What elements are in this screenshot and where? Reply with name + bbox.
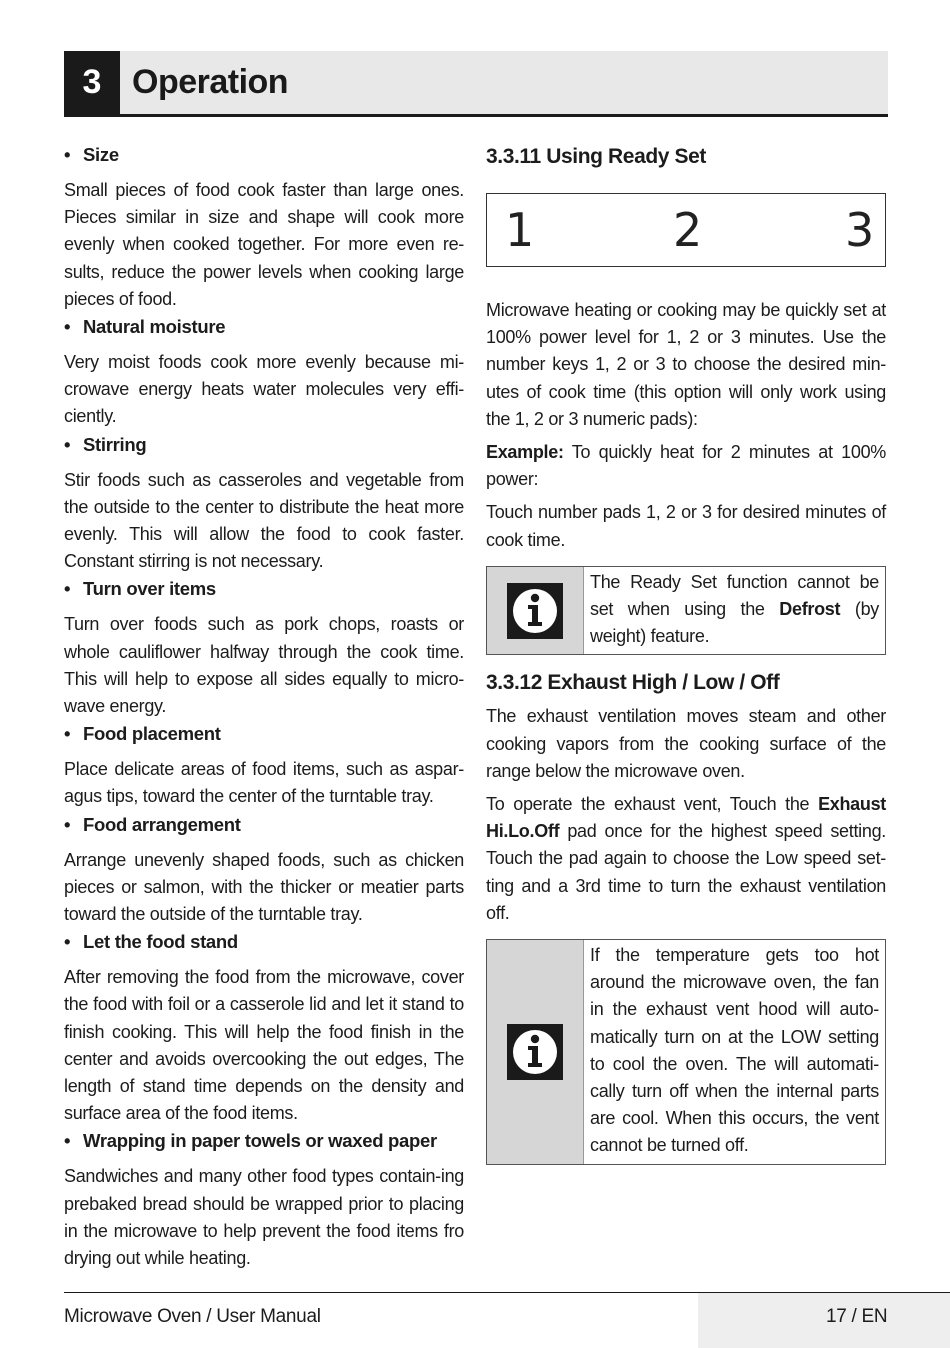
item-title: • Food placement xyxy=(64,723,221,745)
list-item xyxy=(64,1127,464,1272)
chapter-number: 3 xyxy=(64,51,120,114)
item-text: Sandwiches and many other food types contain-ing prebaked bread should be wrapped prior to placing in the microwave to help prevent the food items fro drying out while heating. xyxy=(64,1166,464,1269)
ready-set-intro: Microwave heating or cooking may be quickly set at 100% power level for 1, 2 or 3 minutes. Use the number keys 1, 2 or 3 to choose the desired min-utes of cook time (this option will only work using the 1, 2 or 3 numeric pads): xyxy=(486,300,886,429)
info-icon xyxy=(507,1024,563,1080)
note-text: If the temperature gets too hot around the microwave oven, the fan in the exhaust vent hood will auto-matically turn on at the LOW setting to cool the oven. The will automati-cally turn off when the internal parts are cool. When this occurs, the vent cannot be turned off. xyxy=(590,945,879,1156)
ready-set-example: Example: To quickly heat for 2 minutes at 100% power: xyxy=(486,442,886,490)
item-text: Turn over foods such as pork chops, roasts or whole cauliflower halfway through the cook time. This will help to expose all sides equally to micro-wave energy. xyxy=(64,614,464,717)
item-title: • Natural moisture xyxy=(64,316,226,338)
chapter-header xyxy=(64,51,888,117)
item-title: • Let the food stand xyxy=(64,931,238,953)
note-text: The Ready Set function cannot be set when using the Defrost (by weight) feature. xyxy=(590,571,879,647)
note-icon-cell xyxy=(487,940,584,1164)
exhaust-paragraph-2: To operate the exhaust vent, Touch the Exhaust Hi.Lo.Off pad once for the highest speed setting. Touch the pad again to choose the Low speed set-ting and a 3rd time to turn the exhaust ventilation off. xyxy=(486,794,886,923)
item-text: Very moist foods cook more evenly because mi-crowave energy heats water molecules very effi-ciently. xyxy=(64,352,464,427)
item-text: Arrange unevenly shaped foods, such as chicken pieces or salmon, with the thicker or meatier parts toward the outside of the turntable tray. xyxy=(64,849,464,925)
note-icon-cell xyxy=(487,567,584,655)
key-3: 3 xyxy=(845,203,875,257)
right-column xyxy=(486,141,886,1177)
list-item xyxy=(64,431,464,576)
item-title: • Stirring xyxy=(64,433,147,455)
exhaust-note xyxy=(486,939,886,1165)
list-item xyxy=(64,575,464,720)
exhaust-paragraph-1: The exhaust ventilation moves steam and other cooking vapors from the cooking surface of the range below the microwave oven. xyxy=(486,706,886,781)
list-item xyxy=(64,928,464,1127)
item-title: • Size xyxy=(64,144,119,165)
item-text: Place delicate areas of food items, such as aspar-agus tips, toward the center of the turntable tray. xyxy=(64,759,464,807)
item-title: • Food arrangement xyxy=(64,813,241,835)
chapter-title: Operation xyxy=(132,63,289,101)
left-column xyxy=(64,141,464,1272)
ready-set-touch: Touch number pads 1, 2 or 3 for desired minutes of cook time. xyxy=(486,502,886,550)
section-heading-ready-set: 3.3.11 Using Ready Set xyxy=(486,145,706,168)
key-1: 1 xyxy=(505,203,535,257)
footer-page-bg xyxy=(698,1293,950,1348)
item-title: • Turn over items xyxy=(64,578,216,600)
list-item xyxy=(64,141,464,313)
item-text: Small pieces of food cook faster than large ones. Pieces similar in size and shape will cook more evenly when cooked together. For more even re-sults, reduce the power levels when cooking large pieces of food. xyxy=(64,180,464,309)
list-item xyxy=(64,313,464,431)
item-text: After removing the food from the microwave, cover the food with foil or a casserole lid and let it stand to finish cooking. This will help the food finish in the center and avoids overcooking the out edges, The length of stand time depends on the density and surface area of the food items. xyxy=(64,967,464,1124)
footer-manual-title: Microwave Oven / User Manual xyxy=(64,1306,321,1327)
ready-set-keys-diagram xyxy=(486,193,886,267)
section-heading-exhaust: 3.3.12 Exhaust High / Low / Off xyxy=(486,671,780,695)
ready-set-note xyxy=(486,566,886,656)
item-title: • Wrapping in paper towels or waxed paper xyxy=(64,1130,437,1152)
info-icon xyxy=(507,583,563,639)
list-item xyxy=(64,720,464,810)
item-text: Stir foods such as casseroles and vegetable from the outside to the center to distribute the heat more evenly. This will allow the food to cook faster. Constant stirring is not necessary. xyxy=(64,469,464,572)
key-2: 2 xyxy=(673,203,703,257)
footer-divider xyxy=(64,1292,950,1293)
footer-page-number: 17 / EN xyxy=(826,1306,888,1327)
list-item xyxy=(64,811,464,929)
